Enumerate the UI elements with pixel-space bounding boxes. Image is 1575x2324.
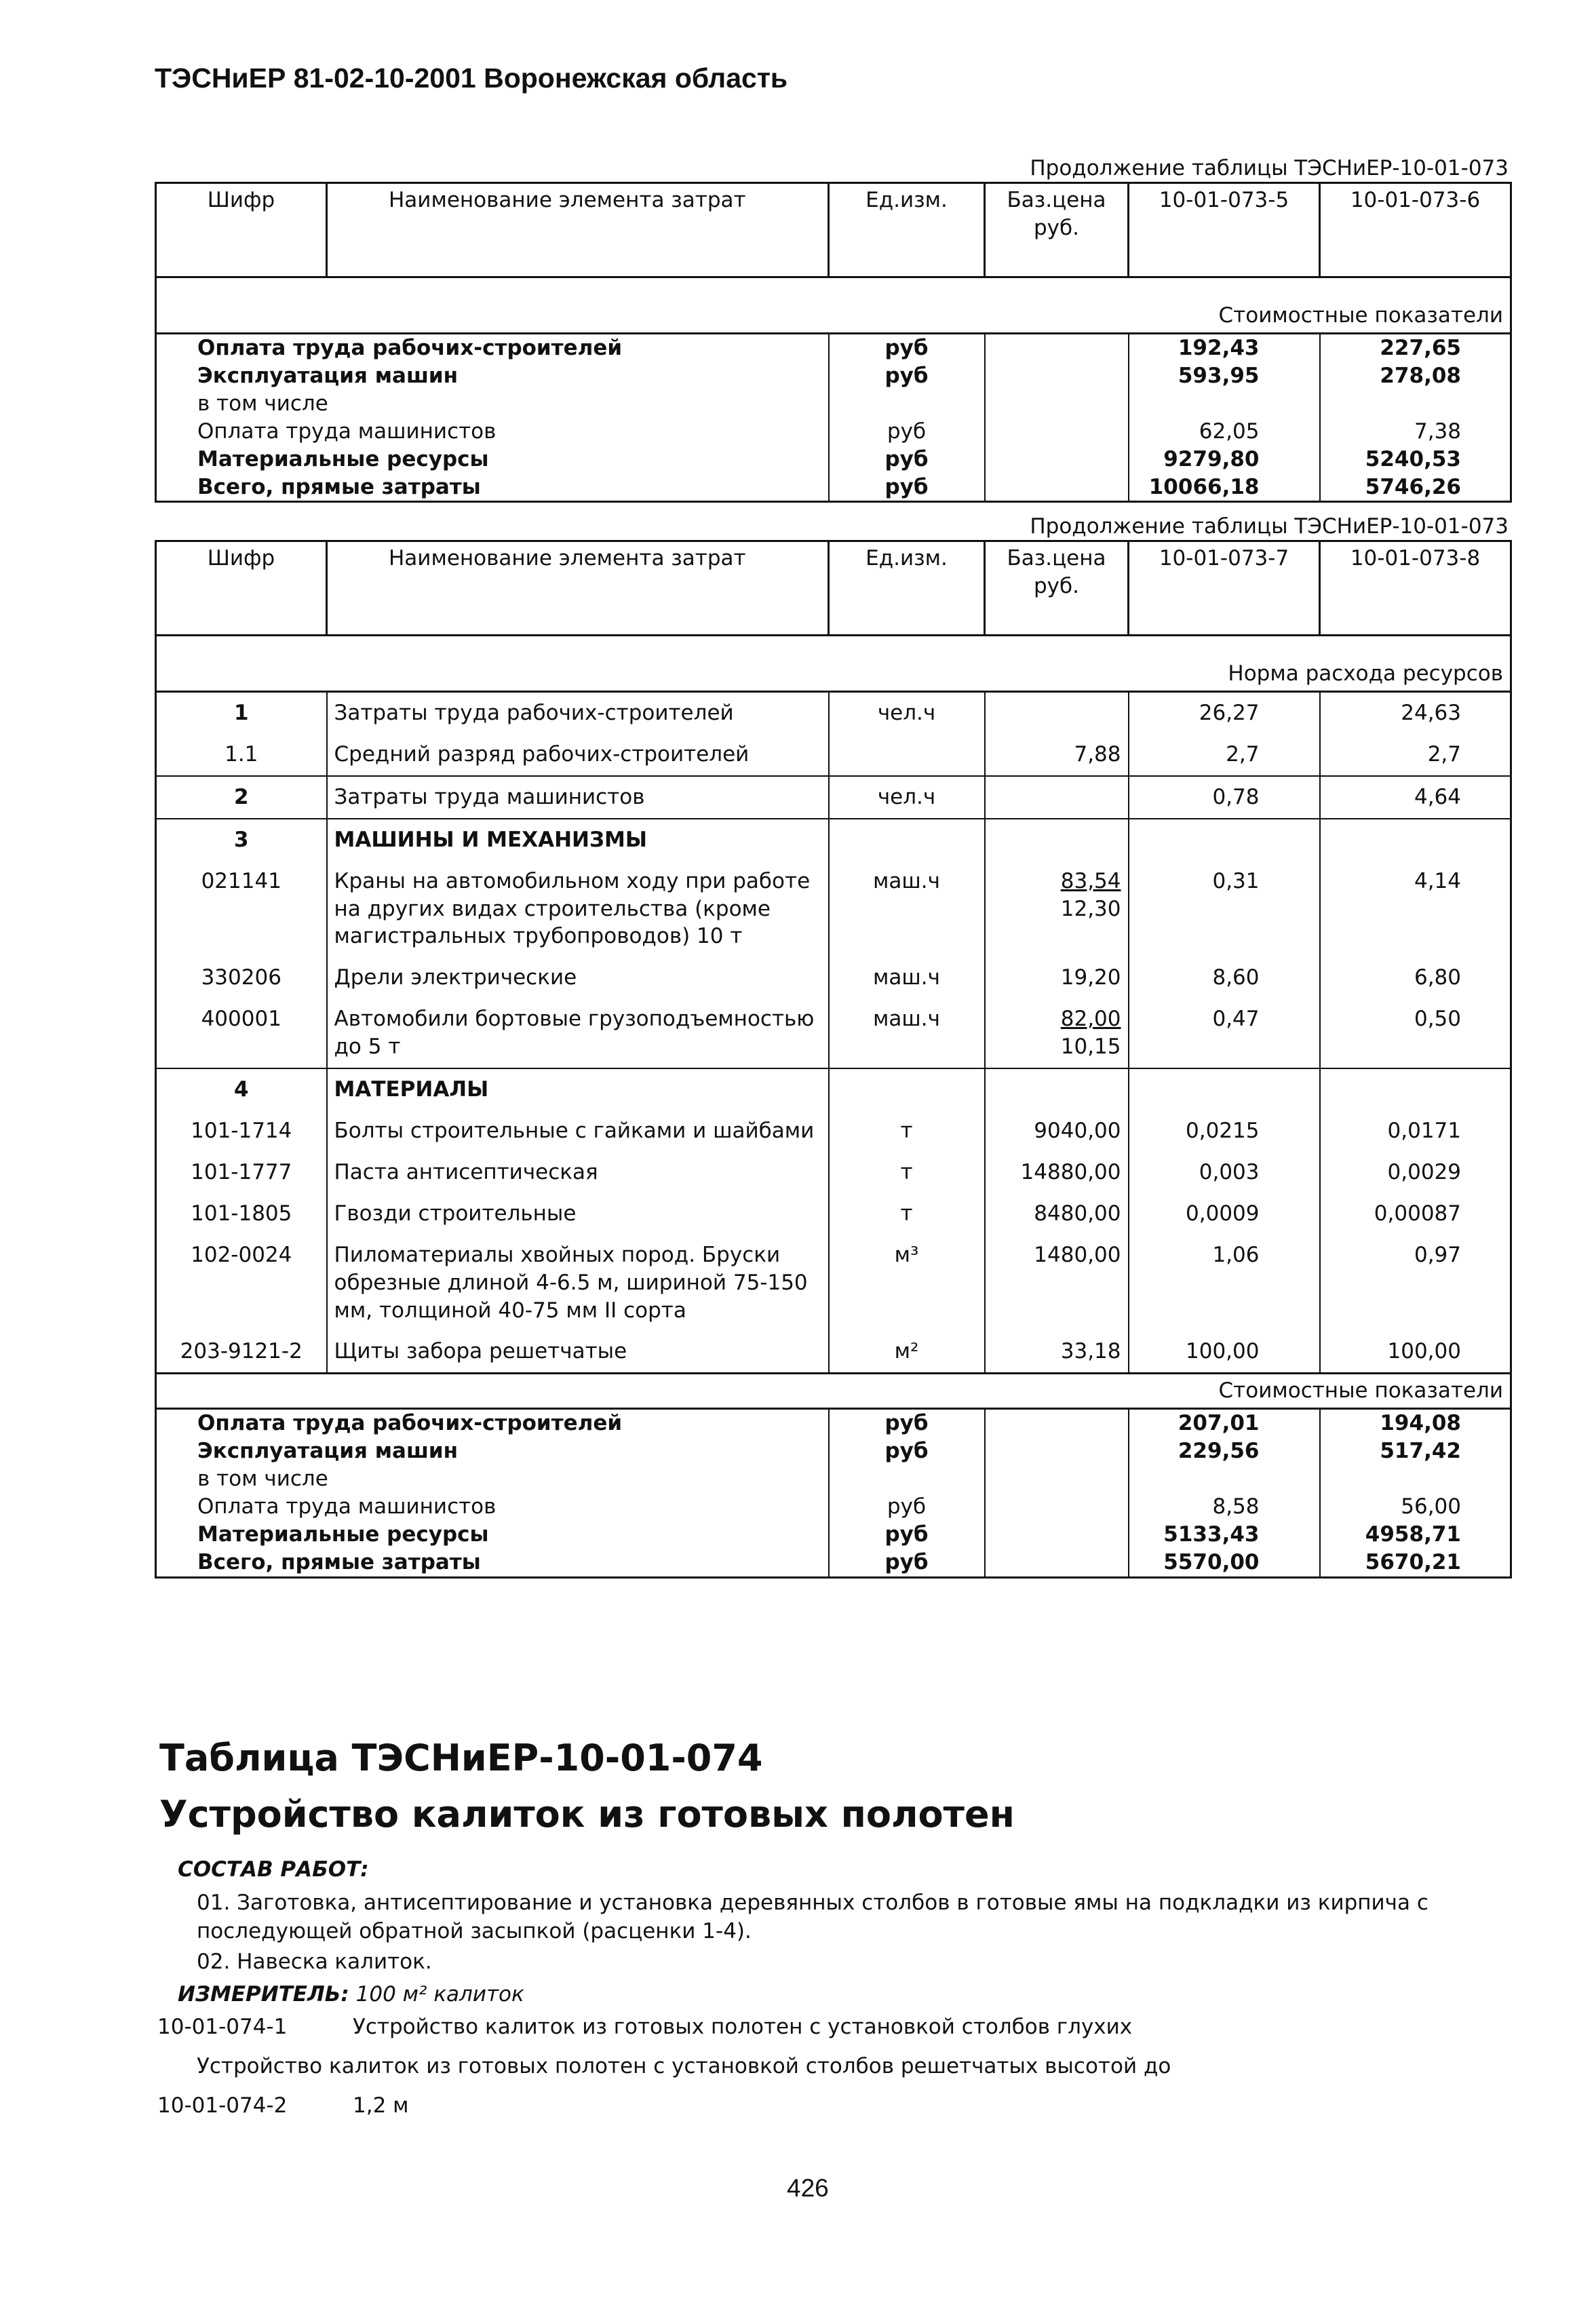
table2-band-norm: [156, 636, 1511, 692]
header-price: Баз.цена руб.: [985, 183, 1129, 277]
resource-row: [156, 1235, 1511, 1332]
resource-norm-1: 0,78: [1129, 776, 1320, 819]
cost-row-unit: руб: [829, 1521, 985, 1549]
resource-code: 1.1: [156, 734, 327, 776]
works-label: СОСТАВ РАБОТ:: [178, 1857, 369, 1882]
resource-code: 101-1714: [156, 1110, 327, 1152]
resource-norm-1: 0,31: [1129, 861, 1320, 958]
resource-price: [985, 861, 1129, 958]
cost-row-price: [985, 1437, 1129, 1465]
cost-row-value-2: 194,08: [1320, 1409, 1511, 1437]
resource-row: [156, 999, 1511, 1068]
table1-band: [156, 277, 1511, 334]
cost-row-value-1: 62,05: [1129, 418, 1320, 446]
resource-price: [985, 819, 1129, 861]
resource-name: Болты строительные с гайками и шайбами: [327, 1110, 829, 1152]
table1-caption: Продолжение таблицы ТЭСНиЕР-10-01-073: [1030, 156, 1509, 180]
resource-name: МАТЕРИАЛЫ: [327, 1068, 829, 1110]
resource-norm-1: 2,7: [1129, 734, 1320, 776]
cost-row: [156, 418, 1511, 446]
cost-row-name: в том числе: [156, 390, 829, 418]
cost-row-name: Всего, прямые затраты: [156, 1549, 829, 1577]
cost-row-unit: [829, 390, 985, 418]
header-code: Шифр: [156, 183, 327, 277]
cost-row-value-2: 7,38: [1320, 418, 1511, 446]
resource-price: [985, 692, 1129, 734]
resource-norm-2: 2,7: [1320, 734, 1511, 776]
cost-row-value-1: 5570,00: [1129, 1549, 1320, 1577]
resource-row: [156, 734, 1511, 776]
resource-price-value: 7,88: [1074, 741, 1121, 767]
resource-norm-1: 0,0215: [1129, 1110, 1320, 1152]
resource-code: 330206: [156, 957, 327, 999]
header-col2: 10-01-073-8: [1320, 541, 1511, 636]
resource-name: Паста антисептическая: [327, 1152, 829, 1193]
resource-row: [156, 1152, 1511, 1193]
resource-price: [985, 1235, 1129, 1332]
cost-row-price: [985, 1409, 1129, 1437]
cost-row-name: Всего, прямые затраты: [156, 473, 829, 502]
resource-price: [985, 957, 1129, 999]
resource-name: Щиты забора решетчатые: [327, 1331, 829, 1373]
cost-row-value-2: [1320, 1465, 1511, 1493]
cost-row: [156, 1521, 1511, 1549]
resource-norm-2: 0,0029: [1320, 1152, 1511, 1193]
resource-row: [156, 692, 1511, 734]
cost-row: [156, 334, 1511, 362]
resource-price-value: 9040,00: [1034, 1118, 1121, 1143]
cost-row: [156, 446, 1511, 473]
resource-row: [156, 861, 1511, 958]
cost-row-name: Оплата труда рабочих-строителей: [156, 334, 829, 362]
item-text-1: Устройство калиток из готовых полотен с установкой столбов глухих: [353, 2015, 1133, 2039]
resource-price: [985, 999, 1129, 1068]
cost-row-value-1: 192,43: [1129, 334, 1320, 362]
cost-row-name: Материальные ресурсы: [156, 446, 829, 473]
cost-table-073-5-6: [155, 182, 1512, 503]
resource-price-value: 14880,00: [1020, 1159, 1121, 1184]
cost-row-price: [985, 1521, 1129, 1549]
resource-unit: [829, 1068, 985, 1110]
cost-row-value-1: 9279,80: [1129, 446, 1320, 473]
resource-price-value: 82,00: [1060, 1007, 1121, 1032]
resource-norm-2: 0,00087: [1320, 1193, 1511, 1235]
header-price: Баз.цена руб.: [985, 541, 1129, 636]
resource-code: 101-1777: [156, 1152, 327, 1193]
resource-norm-1: 8,60: [1129, 957, 1320, 999]
table-subtitle: Устройство калиток из готовых полотен: [159, 1793, 1015, 1836]
resource-norm-1: 0,47: [1129, 999, 1320, 1068]
resource-norm-1: [1129, 1068, 1320, 1110]
resource-price-value: 19,20: [1060, 965, 1121, 990]
cost-row-price: [985, 473, 1129, 502]
cost-row-price: [985, 1465, 1129, 1493]
cost-row-name: Оплата труда рабочих-строителей: [156, 1409, 829, 1437]
page-header: ТЭСНиЕР 81-02-10-2001 Воронежская область: [155, 62, 788, 94]
cost-row-value-2: [1320, 390, 1511, 418]
measure-line: [178, 1981, 524, 2009]
resource-price: [985, 1110, 1129, 1152]
resource-code: 4: [156, 1068, 327, 1110]
measure-label: ИЗМЕРИТЕЛЬ:: [178, 1982, 349, 2007]
measure-value: 100 м² калиток: [355, 1982, 524, 2007]
work-item-01: 01. Заготовка, антисептирование и установка деревянных столбов в готовые ямы на подкладки из кирпича с последующей обратной засыпкой (расценки 1-4).: [197, 1891, 1428, 1943]
resource-norm-2: 24,63: [1320, 692, 1511, 734]
cost-row-value-2: 4958,71: [1320, 1521, 1511, 1549]
cost-row-value-1: 207,01: [1129, 1409, 1320, 1437]
resource-code: 1: [156, 692, 327, 734]
resource-price: [985, 1068, 1129, 1110]
cost-row-price: [985, 362, 1129, 390]
resource-unit: т: [829, 1193, 985, 1235]
cost-row: [156, 473, 1511, 502]
resource-unit: м²: [829, 1331, 985, 1373]
cost-row: [156, 1549, 1511, 1577]
header-col1: 10-01-073-7: [1129, 541, 1320, 636]
cost-row-name: в том числе: [156, 1465, 829, 1493]
resource-price: [985, 734, 1129, 776]
resource-norm-1: 1,06: [1129, 1235, 1320, 1332]
cost-row-name: Оплата труда машинистов: [156, 418, 829, 446]
item-code-1: 10-01-074-1: [157, 2015, 288, 2039]
page-number: 426: [787, 2174, 829, 2202]
header-unit: Ед.изм.: [829, 541, 985, 636]
cost-row-value-2: 517,42: [1320, 1437, 1511, 1465]
resource-price-secondary: 12,30: [1060, 896, 1121, 921]
resource-norm-1: 100,00: [1129, 1331, 1320, 1373]
resource-row: [156, 1331, 1511, 1373]
resource-norm-1: 0,0009: [1129, 1193, 1320, 1235]
cost-row-unit: руб: [829, 1549, 985, 1577]
cost-row-unit: руб: [829, 418, 985, 446]
cost-row-name: Эксплуатация машин: [156, 362, 829, 390]
resource-code: 2: [156, 776, 327, 819]
resource-unit: чел.ч: [829, 692, 985, 734]
resource-norm-2: [1320, 1068, 1511, 1110]
resource-name: Гвозди строительные: [327, 1193, 829, 1235]
cost-row-value-1: 5133,43: [1129, 1521, 1320, 1549]
cost-row-value-1: [1129, 1465, 1320, 1493]
resource-norm-2: 4,64: [1320, 776, 1511, 819]
cost-row-value-1: 8,58: [1129, 1493, 1320, 1521]
resource-unit: маш.ч: [829, 861, 985, 958]
resource-price-value: 8480,00: [1034, 1201, 1121, 1226]
work-item-02: 02. Навеска калиток.: [197, 1950, 432, 1974]
resource-price-value: 1480,00: [1034, 1242, 1121, 1267]
resource-norm-1: 26,27: [1129, 692, 1320, 734]
resource-unit: маш.ч: [829, 957, 985, 999]
resource-row: [156, 1110, 1511, 1152]
cost-row-name: Материальные ресурсы: [156, 1521, 829, 1549]
cost-row-value-1: [1129, 390, 1320, 418]
resource-price-value: 83,54: [1060, 868, 1121, 893]
header-col1: 10-01-073-5: [1129, 183, 1320, 277]
cost-row-value-1: 10066,18: [1129, 473, 1320, 502]
table1-header-row: [156, 183, 1511, 277]
table2-band-cost: [156, 1374, 1511, 1409]
cost-row-price: [985, 1549, 1129, 1577]
cost-row-price: [985, 446, 1129, 473]
cost-row: [156, 390, 1511, 418]
resource-unit: т: [829, 1110, 985, 1152]
cost-row-unit: руб: [829, 1493, 985, 1521]
cost-row-value-2: 227,65: [1320, 334, 1511, 362]
resource-name: Дрели электрические: [327, 957, 829, 999]
resource-code: 021141: [156, 861, 327, 958]
cost-row-value-2: 5746,26: [1320, 473, 1511, 502]
cost-row-unit: руб: [829, 1437, 985, 1465]
resource-norm-1: 0,003: [1129, 1152, 1320, 1193]
header-col2: 10-01-073-6: [1320, 183, 1511, 277]
cost-row: [156, 1437, 1511, 1465]
cost-row-price: [985, 1493, 1129, 1521]
resource-norm-1: [1129, 819, 1320, 861]
resource-name: Автомобили бортовые грузоподъемностью до 5 т: [327, 999, 829, 1068]
resource-norm-2: 0,97: [1320, 1235, 1511, 1332]
item-code-2: 10-01-074-2: [157, 2093, 288, 2118]
cost-row-price: [985, 390, 1129, 418]
cost-row-unit: руб: [829, 362, 985, 390]
resource-code: 3: [156, 819, 327, 861]
resource-unit: чел.ч: [829, 776, 985, 819]
table-title: Таблица ТЭСНиЕР-10-01-074: [159, 1737, 763, 1779]
item-text-3: 1,2 м: [353, 2093, 409, 2118]
resource-norm-2: 6,80: [1320, 957, 1511, 999]
cost-row: [156, 362, 1511, 390]
resource-name: МАШИНЫ И МЕХАНИЗМЫ: [327, 819, 829, 861]
header-name: Наименование элемента затрат: [327, 541, 829, 636]
cost-row-value-2: 5240,53: [1320, 446, 1511, 473]
resource-price: [985, 1152, 1129, 1193]
table2-caption: Продолжение таблицы ТЭСНиЕР-10-01-073: [1030, 514, 1509, 539]
resource-unit: маш.ч: [829, 999, 985, 1068]
resource-name: Средний разряд рабочих-строителей: [327, 734, 829, 776]
cost-row-name: Эксплуатация машин: [156, 1437, 829, 1465]
resource-unit: [829, 734, 985, 776]
cost-row-value-2: 278,08: [1320, 362, 1511, 390]
cost-row: [156, 1409, 1511, 1437]
cost-row-unit: [829, 1465, 985, 1493]
resource-row: [156, 776, 1511, 819]
resource-code: 400001: [156, 999, 327, 1068]
resource-norm-2: 0,0171: [1320, 1110, 1511, 1152]
resource-price: [985, 1193, 1129, 1235]
cost-row-unit: руб: [829, 446, 985, 473]
resource-code: 203-9121-2: [156, 1331, 327, 1373]
resource-row: [156, 957, 1511, 999]
header-code: Шифр: [156, 541, 327, 636]
resource-row: [156, 819, 1511, 861]
resource-norm-2: 100,00: [1320, 1331, 1511, 1373]
resource-code: 102-0024: [156, 1235, 327, 1332]
cost-row: [156, 1465, 1511, 1493]
band-cost-label: Стоимостные показатели: [1129, 1374, 1511, 1409]
band-cost-label: Стоимостные показатели: [1129, 277, 1511, 334]
resource-name: Пиломатериалы хвойных пород. Бруски обрезные длиной 4-6.5 м, шириной 75-150 мм, толщиной 40-75 мм II сорта: [327, 1235, 829, 1332]
header-unit: Ед.изм.: [829, 183, 985, 277]
cost-row-unit: руб: [829, 473, 985, 502]
table2-header-row: [156, 541, 1511, 636]
cost-row-price: [985, 418, 1129, 446]
cost-row-value-2: 56,00: [1320, 1493, 1511, 1521]
cost-row-price: [985, 334, 1129, 362]
resource-unit: т: [829, 1152, 985, 1193]
resource-price: [985, 1331, 1129, 1373]
cost-row-value-1: 593,95: [1129, 362, 1320, 390]
cost-row-unit: руб: [829, 1409, 985, 1437]
resource-unit: [829, 819, 985, 861]
resource-unit: м³: [829, 1235, 985, 1332]
cost-row-value-2: 5670,21: [1320, 1549, 1511, 1577]
resource-name: Затраты труда машинистов: [327, 776, 829, 819]
resource-table-073-7-8: [155, 540, 1512, 1579]
resource-price-value: 33,18: [1060, 1339, 1121, 1364]
resource-price-secondary: 10,15: [1060, 1034, 1121, 1060]
band-norm-label: Норма расхода ресурсов: [1129, 636, 1511, 692]
item-text-2: Устройство калиток из готовых полотен с установкой столбов решетчатых высотой до: [197, 2054, 1171, 2078]
resource-row: [156, 1193, 1511, 1235]
resource-norm-2: [1320, 819, 1511, 861]
cost-row-value-1: 229,56: [1129, 1437, 1320, 1465]
resource-row: [156, 1068, 1511, 1110]
resource-name: Краны на автомобильном ходу при работе на других видах строительства (кроме магистральных трубопроводов) 10 т: [327, 861, 829, 958]
resource-norm-2: 4,14: [1320, 861, 1511, 958]
cost-row: [156, 1493, 1511, 1521]
resource-norm-2: 0,50: [1320, 999, 1511, 1068]
resource-name: Затраты труда рабочих-строителей: [327, 692, 829, 734]
cost-row-name: Оплата труда машинистов: [156, 1493, 829, 1521]
header-name: Наименование элемента затрат: [327, 183, 829, 277]
cost-row-unit: руб: [829, 334, 985, 362]
resource-price: [985, 776, 1129, 819]
resource-code: 101-1805: [156, 1193, 327, 1235]
